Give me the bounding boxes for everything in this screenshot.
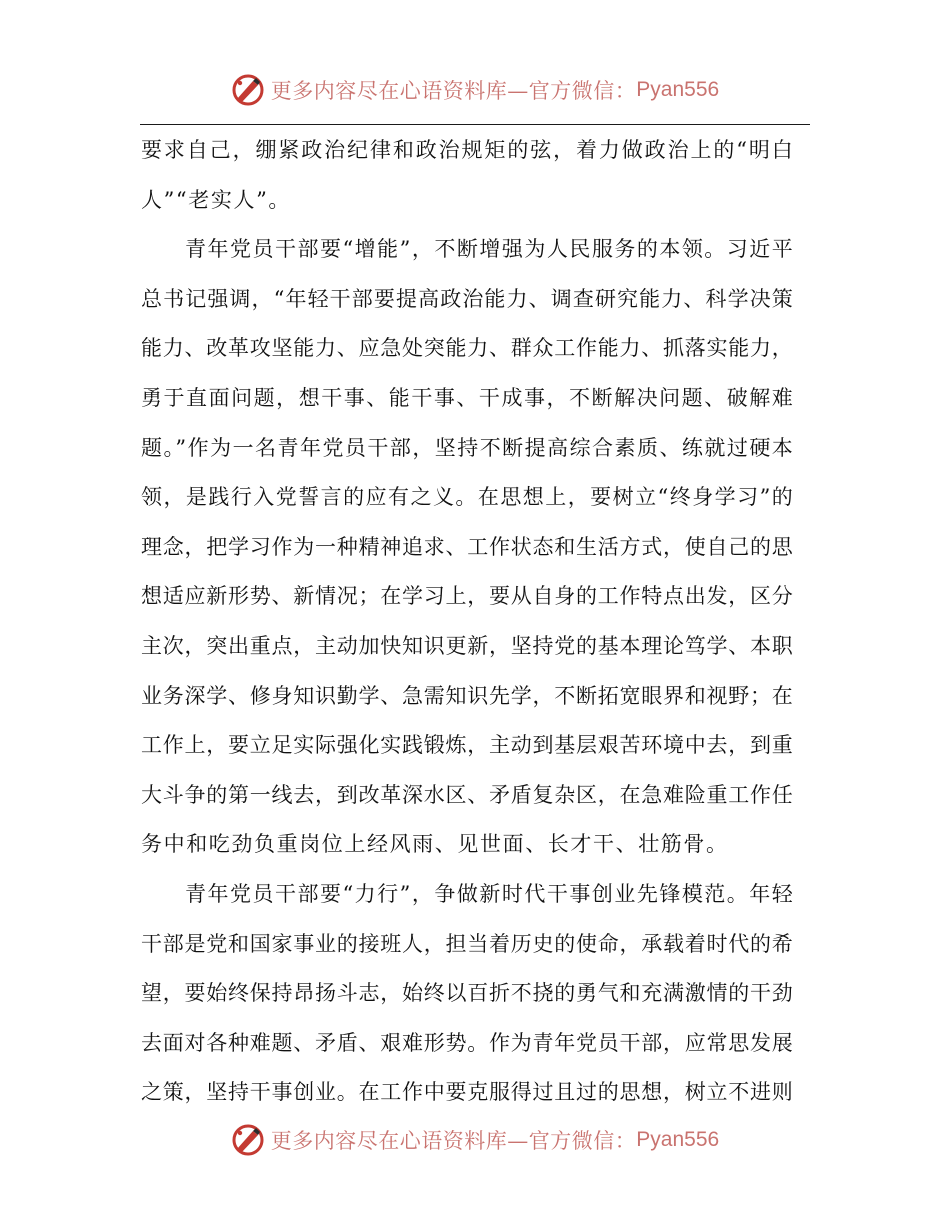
text-line: 主次，突出重点，主动加快知识更新，坚持党的基本理论笃学、本职 <box>141 633 793 658</box>
document-body <box>141 126 793 1118</box>
text-line: 工作上，要立足实际强化实践锻炼，主动到基层艰苦环境中去，到重 <box>141 733 793 758</box>
pen-logo-icon <box>231 73 265 107</box>
text-line: 人”“老实人”。 <box>141 187 292 212</box>
header-banner <box>0 70 950 110</box>
text-line: 大斗争的第一线去，到改革深水区、矛盾复杂区，在急难险重工作任 <box>141 782 793 807</box>
text-line: 总书记强调，“年轻干部要提高政治能力、调查研究能力、科学决策 <box>141 286 793 311</box>
text-line: 务中和吃劲负重岗位上经风雨、见世面、长才干、壮筋骨。 <box>141 832 729 857</box>
header-banner-id: Pyan556 <box>636 78 720 101</box>
text-line: 要求自己，绷紧政治纪律和政治规矩的弦，着力做政治上的“明白 <box>141 138 793 162</box>
text-line: 题。”作为一名青年党员干部，坚持不断提高综合素质、练就过硬本 <box>141 435 793 460</box>
paragraph-start-line: 青年党员干部要“力行”，争做新时代干事创业先锋模范。年轻 <box>185 881 793 906</box>
paragraph-start-line: 青年党员干部要“增能”，不断增强为人民服务的本领。习近平 <box>185 237 793 262</box>
text-line: 业务深学、修身知识勤学、急需知识先学，不断拓宽眼界和视野；在 <box>141 683 793 708</box>
text-line: 干部是党和国家事业的接班人，担当着历史的使命，承载着时代的希 <box>141 931 793 956</box>
text-line: 能力、改革攻坚能力、应急处突能力、群众工作能力、抓落实能力， <box>141 336 793 361</box>
footer-banner-text: 更多内容尽在心语资料库—官方微信： <box>270 1129 637 1153</box>
header-banner-text: 更多内容尽在心语资料库—官方微信： <box>270 79 637 103</box>
pen-logo-icon <box>231 1123 265 1157</box>
text-line: 去面对各种难题、矛盾、艰难形势。作为青年党员干部，应常思发展 <box>141 1030 793 1055</box>
header-rule <box>140 124 810 125</box>
footer-banner-id: Pyan556 <box>636 1128 720 1151</box>
text-line: 望，要始终保持昂扬斗志，始终以百折不挠的勇气和充满激情的干劲 <box>141 981 793 1006</box>
text-line: 之策，坚持干事创业。在工作中要克服得过且过的思想，树立不进则 <box>141 1080 793 1105</box>
text-line: 理念，把学习作为一种精神追求、工作状态和生活方式，使自己的思 <box>141 534 793 559</box>
text-line: 勇于直面问题，想干事、能干事、干成事，不断解决问题、破解难 <box>141 385 793 410</box>
footer-banner <box>0 1120 950 1160</box>
text-line: 想适应新形势、新情况；在学习上，要从自身的工作特点出发，区分 <box>141 584 793 609</box>
text-line: 领，是践行入党誓言的应有之义。在思想上，要树立“终身学习”的 <box>141 485 793 510</box>
